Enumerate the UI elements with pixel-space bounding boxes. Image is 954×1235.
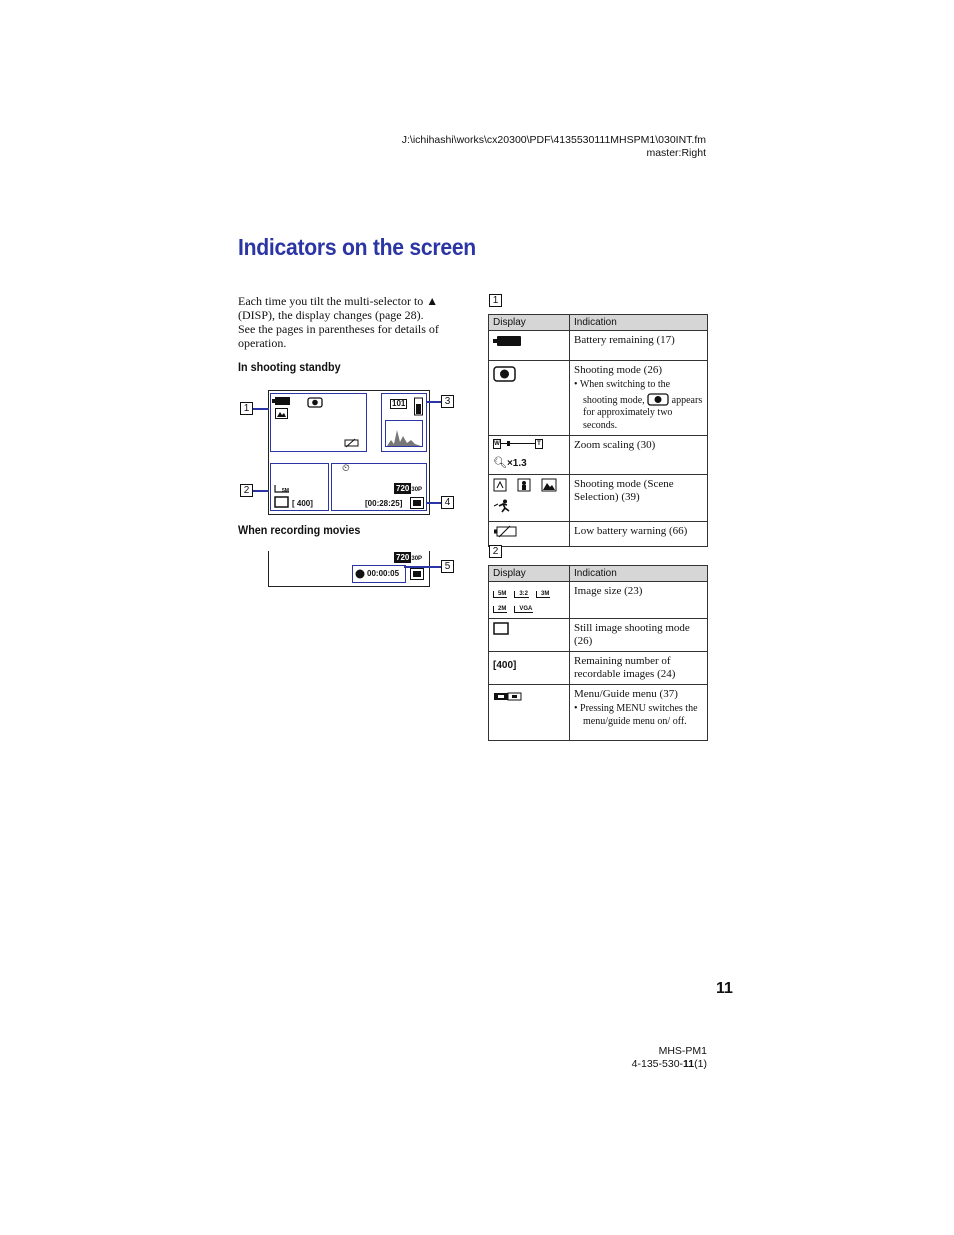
menu-guide-icon-movie <box>410 568 424 580</box>
size-vga-icon: VGA <box>514 606 533 613</box>
callout-2: 2 <box>240 484 253 497</box>
master-label: master:Right <box>646 146 706 159</box>
size-3-2-icon: 3:2 <box>514 591 529 598</box>
note-text: • Pressing MENU switches the menu/guide menu on/ off. <box>574 703 698 727</box>
zoom-marker <box>507 441 510 446</box>
intro-line-1: Each time you tilt the multi-selector to ▲ (DISP), the display changes (page 28). <box>238 294 439 322</box>
indication-cell: Shooting mode (Scene Selection) (39) <box>570 475 708 522</box>
note-part-b: appears for approximately two seconds. <box>583 394 703 431</box>
table-row <box>489 361 708 436</box>
area-3-box <box>381 393 427 452</box>
menu-guide-icon <box>410 497 424 509</box>
camera-mode-icon <box>307 396 323 408</box>
indication-cell: Image size (23) <box>570 582 708 619</box>
movie-quality-value-movie: 720 <box>396 553 410 562</box>
still-image-mode-icon <box>493 622 509 635</box>
file-path: J:\ichihashi\works\cx20300\PDF\4135530111MHSPM1\030INT.fm <box>401 134 706 146</box>
note-text: • When switching to the shooting mode, appears for approximately two seconds. <box>574 379 703 431</box>
indication-cell: Still image shooting mode (26) <box>570 619 708 652</box>
callout-3: 3 <box>441 395 454 408</box>
movie-quality-indicator <box>394 484 422 493</box>
footer-model-info <box>632 1045 707 1070</box>
indication-column-header: Indication <box>570 566 708 582</box>
battery-icon <box>272 396 292 406</box>
indication-cell: Low battery warning (66) <box>570 522 708 547</box>
landscape-scene-icon <box>541 478 557 492</box>
table-row <box>489 652 708 685</box>
indication-cell: Menu/Guide menu (37) <box>574 688 678 700</box>
code-prefix: 4-135-530- <box>631 1057 684 1070</box>
callout-3-leader <box>426 401 441 403</box>
callout-2-leader <box>253 490 269 492</box>
table-2-label: 2 <box>489 545 502 558</box>
note-content: Pressing MENU switches the menu/guide menu on/ off. <box>580 703 698 727</box>
folder-indicator: 101 <box>392 399 406 408</box>
table-row <box>489 436 708 475</box>
svg-text:5M: 5M <box>282 488 289 494</box>
image-size-5m-icon <box>274 484 290 494</box>
recording-dot-icon <box>355 569 365 579</box>
still-image-mode-icon <box>274 496 289 508</box>
note-part-a: When switching to the shooting mode, <box>579 379 671 406</box>
recordable-time: [00:28:25] <box>365 499 403 508</box>
zoom-value: ×1.3 <box>506 458 527 469</box>
shooting-mode-icon <box>493 364 517 382</box>
movie-screen-diagram <box>268 551 430 587</box>
display-column-header: Display <box>489 566 570 582</box>
frame-rate-value-movie: 30P <box>411 556 423 562</box>
standby-screen-diagram <box>268 390 430 515</box>
magnifier-icon: 🔍︎ <box>493 457 507 469</box>
indication-cell: Battery remaining (17) <box>570 331 708 361</box>
battery-remaining-icon <box>493 334 523 348</box>
size-5m-icon: 5M <box>493 591 507 598</box>
callout-1: 1 <box>240 402 253 415</box>
callout-4: 4 <box>441 496 454 509</box>
low-battery-warning-icon <box>343 438 359 448</box>
histogram-icon <box>385 420 423 447</box>
movie-recording-time: 00:00:05 <box>367 569 400 578</box>
callout-5: 5 <box>441 560 454 573</box>
table-row <box>489 331 708 361</box>
camera-icon-inline <box>647 392 669 406</box>
callout-4-leader <box>426 502 441 504</box>
indication-cell: Shooting mode (26) <box>574 364 662 376</box>
display-column-header: Display <box>489 315 570 331</box>
model-name: MHS-PM1 <box>658 1045 707 1057</box>
area-5-box <box>352 565 406 583</box>
low-battery-icon <box>493 525 517 538</box>
table-row <box>489 582 708 619</box>
table-row <box>489 522 708 547</box>
code-bold: 11 <box>683 1057 695 1070</box>
indication-column-header: Indication <box>570 315 708 331</box>
indicator-table-1 <box>488 314 708 547</box>
memory-card-icon <box>414 396 423 416</box>
size-3m-icon: 3M <box>536 591 550 598</box>
page-number: 11 <box>716 980 733 997</box>
frame-rate-value: 30P <box>411 487 423 493</box>
remaining-images-count: [ 400] <box>292 499 313 508</box>
remaining-count-display: [400] <box>493 660 517 671</box>
intro-text <box>238 294 456 350</box>
table-1-label: 1 <box>489 294 502 307</box>
area-2-box <box>270 463 329 511</box>
area-4-box <box>331 463 427 511</box>
page-title: Indicators on the screen <box>238 234 476 260</box>
callout-5-leader <box>404 566 441 568</box>
landscape-scene-icon <box>275 408 288 419</box>
table-row <box>489 475 708 522</box>
portrait-scene-icon <box>517 478 531 492</box>
zoom-scaling-indicator <box>493 453 565 471</box>
zoom-wide-label: W <box>494 441 500 447</box>
zoom-tele-label: T <box>535 439 543 449</box>
product-code <box>632 1058 707 1071</box>
table-row <box>489 619 708 652</box>
standby-heading: In shooting standby <box>238 360 341 374</box>
code-suffix: (1) <box>694 1057 707 1070</box>
movie-quality-indicator-movie <box>394 553 422 562</box>
sports-scene-icon <box>493 499 511 513</box>
indication-cell: Remaining number of recordable images (24) <box>570 652 708 685</box>
menu-guide-toggle-icon <box>493 691 523 701</box>
indication-cell: Zoom scaling (30) <box>570 436 708 475</box>
size-2m-icon: 2M <box>493 606 507 613</box>
intro-line-2: See the pages in parentheses for details of operation. <box>238 322 439 350</box>
twilight-scene-icon <box>493 478 507 492</box>
area-1-box <box>270 393 367 452</box>
file-path-header <box>402 134 706 159</box>
callout-1-leader <box>253 408 269 410</box>
indicator-table-2 <box>488 565 708 741</box>
self-timer-icon: ⏲ <box>342 463 350 474</box>
zoom-scale-bar <box>493 439 543 449</box>
table-row <box>489 685 708 741</box>
movie-quality-value: 720 <box>396 484 410 493</box>
movies-heading: When recording movies <box>238 523 361 537</box>
